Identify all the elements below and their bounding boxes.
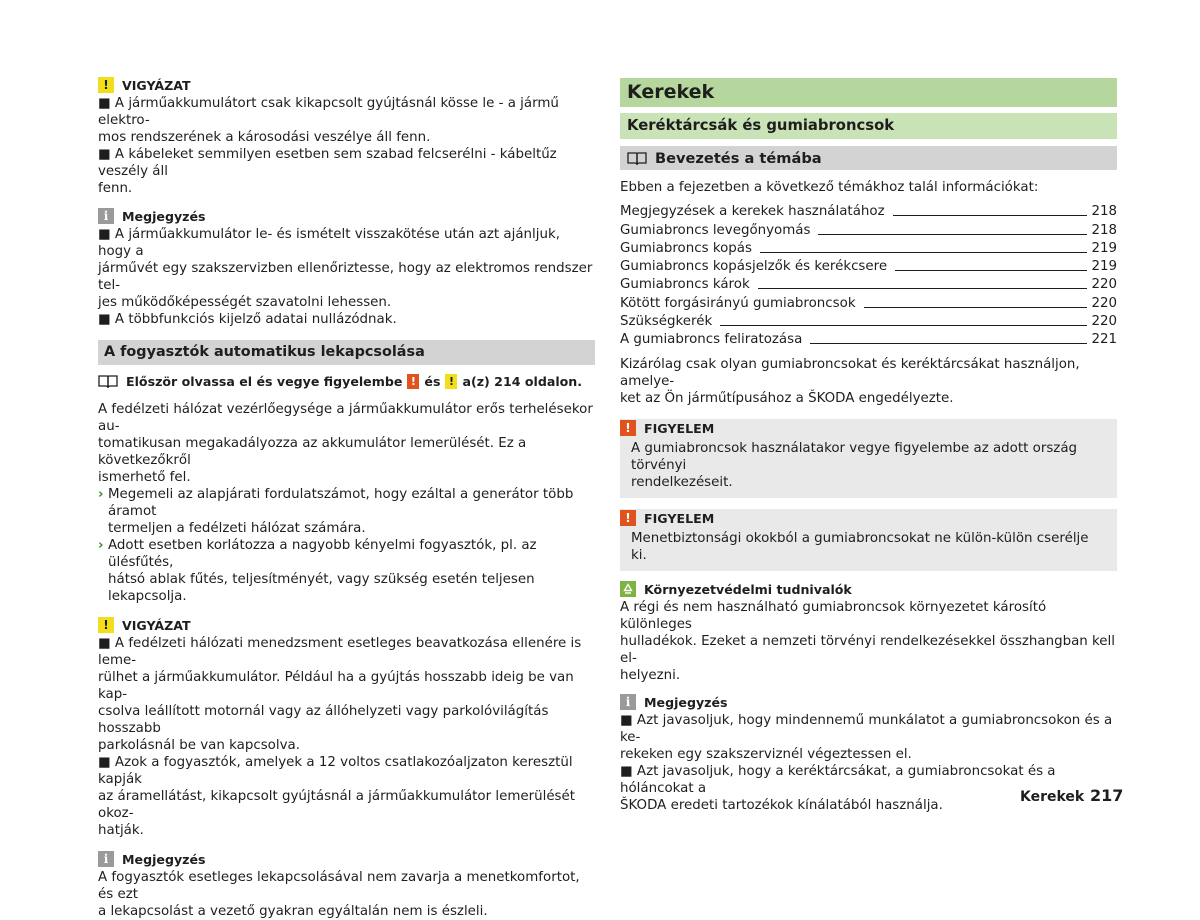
toc-entry[interactable] xyxy=(620,312,1117,330)
read-first-and: és xyxy=(424,373,441,389)
note-text: A fogyasztók esetleges lekapcsolásával nem zavarja a menetkomfortot, és ezt xyxy=(98,870,580,902)
paragraph-line: Kizárólag csak olyan gumiabroncsokat és keréktárcsákat használjon, amelye- xyxy=(620,357,1080,390)
exclamation-icon: ! xyxy=(620,420,636,436)
list-item xyxy=(98,537,595,605)
note-text: járművét egy szakszervizben ellenőriztesse, hogy az elektromos rendszer tel- xyxy=(98,261,593,293)
toc-entry-title: Gumiabroncs károk xyxy=(620,277,750,293)
toc-entry[interactable] xyxy=(620,293,1117,311)
environment-label: Környezetvédelmi tudnivalók xyxy=(644,581,852,597)
exclamation-icon: ! xyxy=(620,510,636,526)
toc-entry-page: 218 xyxy=(1091,204,1117,220)
intro-heading xyxy=(620,146,1117,170)
caution-icon: ! xyxy=(98,617,114,633)
subchapter-title: Keréktárcsák és gumiabroncsok xyxy=(620,113,1117,139)
caution-block xyxy=(98,76,595,197)
toc-leader xyxy=(758,288,1088,289)
note-text: jes működőképességét szavatolni lehessen. xyxy=(98,295,392,310)
paragraph-line: ismerhető fel. xyxy=(98,470,191,485)
note-text: ■ A járműakkumulátor le- és ismételt visszakötése után azt ajánljuk, hogy a xyxy=(98,227,560,259)
caution-text: rülhet a járműakkumulátor. Például ha a gyújtás hosszabb ideig be van kap- xyxy=(98,670,574,702)
toc-intro: Ebben a fejezetben a következő témákhoz talál információkat: xyxy=(620,180,1039,195)
list-item xyxy=(98,486,595,537)
note-label: Megjegyzés xyxy=(122,851,206,867)
paragraph-line: A fedélzeti hálózat vezérlőegysége a járműakkumulátor erős terhelésekor au- xyxy=(98,402,593,434)
caution-text: ■ Azok a fogyasztók, amelyek a 12 voltos csatlakozóaljzaton keresztül kapják xyxy=(98,755,573,787)
warning-label: FIGYELEM xyxy=(644,510,715,526)
toc-entry-title: Kötött forgásirányú gumiabroncsok xyxy=(620,295,856,311)
environment-block xyxy=(620,580,1117,684)
paragraph-line: ket az Ön járműtípusához a ŠKODA engedélyezte. xyxy=(620,391,954,407)
toc-entry[interactable] xyxy=(620,257,1117,275)
toc-entry[interactable] xyxy=(620,275,1117,293)
usage-paragraph xyxy=(620,356,1117,407)
open-book-icon xyxy=(98,374,118,388)
note-text: ■ A többfunkciós kijelző adatai nullázódnak. xyxy=(98,312,397,327)
recycle-icon xyxy=(620,581,636,597)
open-book-icon xyxy=(627,151,647,165)
toc-entry-title: Gumiabroncs kopásjelzők és kerékcsere xyxy=(620,259,888,275)
caution-ref-icon[interactable]: ! xyxy=(445,374,457,389)
environment-text: A régi és nem használható gumiabroncsok környezetet károsító különleges xyxy=(620,600,1047,633)
toc-entry[interactable] xyxy=(620,239,1117,257)
caution-text: ■ A kábeleket semmilyen esetben sem szabad felcserélni - kábeltűz veszély áll xyxy=(98,147,557,179)
note-label: Megjegyzés xyxy=(644,694,728,710)
toc-entry-title: A gumiabroncs feliratozása xyxy=(620,332,803,348)
caution-label: VIGYÁZAT xyxy=(122,77,191,93)
caution-block xyxy=(98,616,595,839)
toc-entry-page: 221 xyxy=(1091,332,1117,348)
paragraph-line: tomatikusan megakadályozza az akkumulátor lemerülését. Ez a következőkről xyxy=(98,436,527,468)
note-text: a lekapcsolást a vezető gyakran egyáltalán nem is észleli. xyxy=(98,904,488,919)
list-item-text: Megemeli az alapjárati fordulatszámot, hogy ezáltal a generátor több áramot xyxy=(108,487,574,519)
list-item-text: hátsó ablak fűtés, teljesítményét, vagy szükség esetén teljesen lekapcsolja. xyxy=(108,572,535,604)
chevron-right-icon: › xyxy=(98,487,104,502)
note-block xyxy=(98,207,595,328)
chevron-right-icon: › xyxy=(98,538,104,553)
warning-box xyxy=(620,419,1117,498)
caution-text: hatják. xyxy=(98,823,144,838)
toc-leader xyxy=(864,307,1088,308)
caution-text: fenn. xyxy=(98,181,133,196)
toc-leader xyxy=(818,234,1087,235)
caution-icon: ! xyxy=(98,77,114,93)
left-column xyxy=(98,76,595,920)
page-number: 217 xyxy=(1090,786,1124,805)
toc-leader xyxy=(895,270,1087,271)
chapter-title: Kerekek xyxy=(620,78,1117,107)
section-title: A fogyasztók automatikus lekapcsolása xyxy=(98,340,595,365)
right-column xyxy=(620,78,1117,814)
caution-text: ■ A járműakkumulátort csak kikapcsolt gyújtásnál kösse le - a jármű elektro- xyxy=(98,96,559,128)
toc-entry-page: 220 xyxy=(1091,295,1117,311)
caution-text: az áramellátást, kikapcsolt gyújtásnál a járműakkumulátor lemerülését okoz- xyxy=(98,789,576,821)
warning-text: Menetbiztonsági okokból a gumiabroncsokat ne külön-külön cserélje ki. xyxy=(631,531,1089,564)
info-icon: i xyxy=(98,208,114,224)
caution-text: csolva leállított motornál vagy az állóhelyzeti vagy parkolóvilágítás hosszabb xyxy=(98,704,549,736)
toc-entry-page: 219 xyxy=(1091,240,1117,256)
info-icon: i xyxy=(98,851,114,867)
toc-entry[interactable] xyxy=(620,202,1117,220)
toc-leader xyxy=(760,252,1087,253)
note-text: ■ Azt javasoljuk, hogy mindennemű munkálatot a gumiabroncsokon és a ke- xyxy=(620,713,1113,746)
toc-entry-page: 220 xyxy=(1091,314,1117,330)
page-reference[interactable]: a(z) 214 oldalon. xyxy=(462,373,583,389)
note-text: rekeken egy szakszerviznél végeztessen el. xyxy=(620,747,912,763)
note-block xyxy=(98,850,595,920)
intro-paragraph xyxy=(98,401,595,486)
list-item-text: termeljen a fedélzeti hálózat számára. xyxy=(108,521,366,536)
read-first-line xyxy=(98,372,595,390)
toc-entry-title: Megjegyzések a kerekek használatához xyxy=(620,204,885,220)
toc-entry[interactable] xyxy=(620,330,1117,348)
footer-section-label: Kerekek xyxy=(1020,789,1085,805)
caution-label: VIGYÁZAT xyxy=(122,617,191,633)
toc-entry-title: Gumiabroncs levegőnyomás xyxy=(620,222,811,238)
caution-text: ■ A fedélzeti hálózati menedzsment esetleges beavatkozása ellenére is leme- xyxy=(98,636,582,668)
warning-text: rendelkezéseit. xyxy=(631,475,733,491)
list-item-text: Adott esetben korlátozza a nagyobb kényelmi fogyasztók, pl. az ülésfűtés, xyxy=(108,538,537,570)
toc-entry-title: Szükségkerék xyxy=(620,314,713,330)
note-text: ŠKODA eredeti tartozékok kínálatából használja. xyxy=(620,798,943,814)
read-first-text: Először olvassa el és vegye figyelembe xyxy=(126,373,403,389)
toc-entry-page: 220 xyxy=(1091,277,1117,293)
table-of-contents xyxy=(620,202,1117,348)
warning-label: FIGYELEM xyxy=(644,420,715,436)
warning-box xyxy=(620,509,1117,571)
warning-text: A gumiabroncsok használatakor vegye figyelembe az adott ország törvényi xyxy=(631,441,1078,474)
toc-entry-page: 219 xyxy=(1091,259,1117,275)
environment-text: hulladékok. Ezeket a nemzeti törvényi rendelkezésekkel összhangban kell el- xyxy=(620,634,1115,667)
caution-text: parkolásnál be van kapcsolva. xyxy=(98,738,300,753)
toc-entry-title: Gumiabroncs kopás xyxy=(620,240,752,256)
toc-entry-page: 218 xyxy=(1091,222,1117,238)
toc-leader xyxy=(720,325,1087,326)
note-text: ■ Azt javasoljuk, hogy a keréktárcsákat, a gumiabroncsokat és a hóláncokat a xyxy=(620,764,1056,797)
intro-heading-label: Bevezetés a témába xyxy=(655,149,822,167)
caution-text: mos rendszerének a károsodási veszélye áll fenn. xyxy=(98,130,431,145)
toc-leader xyxy=(810,343,1087,344)
environment-text: helyezni. xyxy=(620,668,681,684)
info-icon: i xyxy=(620,694,636,710)
toc-entry[interactable] xyxy=(620,220,1117,238)
warning-ref-icon[interactable]: ! xyxy=(407,374,419,389)
toc-leader xyxy=(893,215,1088,216)
note-label: Megjegyzés xyxy=(122,208,206,224)
